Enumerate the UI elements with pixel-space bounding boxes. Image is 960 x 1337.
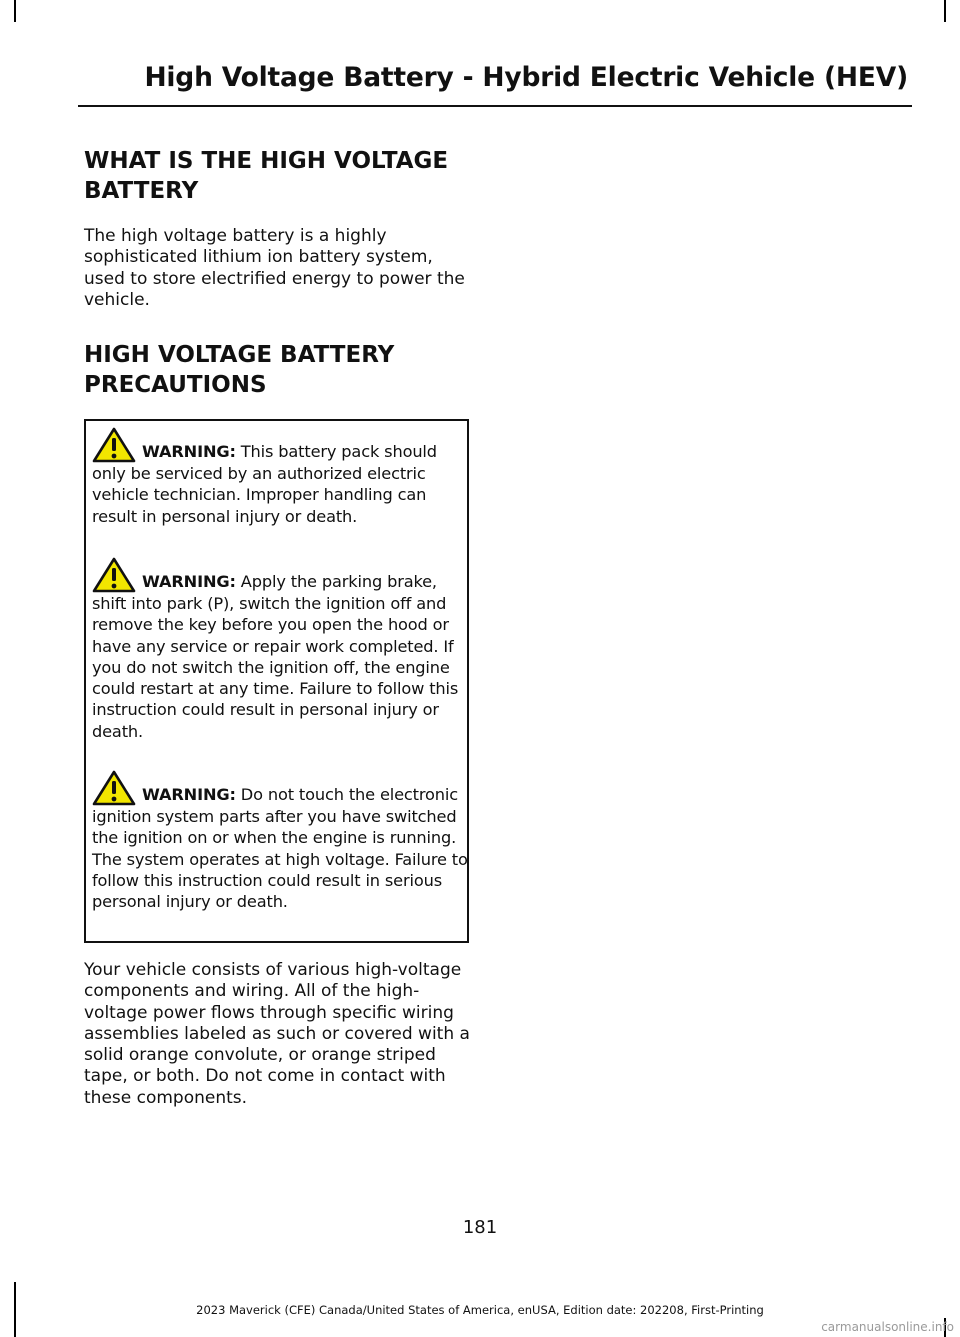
crop-mark-top-right — [944, 0, 946, 22]
heading-line: PRECAUTIONS — [84, 372, 267, 398]
page-header-title: High Voltage Battery - Hybrid Electric Vehicle (HEV) — [144, 62, 908, 93]
heading-line: BATTERY — [84, 178, 199, 204]
warning-item — [92, 427, 472, 527]
section-heading — [84, 146, 476, 206]
warning-box — [84, 419, 469, 943]
page-footer: 2023 Maverick (CFE) Canada/United States of America, enUSA, Edition date: 202208, First-Printing — [196, 1303, 764, 1317]
warning-text: Do not touch the electronic ignition system parts after you have switched the ignition on or when the engine is running. The system operates at high voltage. Failure to follow this instruction could result in serious personal injury or death. — [92, 785, 468, 912]
watermark: carmanualsonline.info — [821, 1320, 954, 1334]
warning-text: Apply the parking brake, shift into park (P), switch the ignition off and remove the key before you open the hood or have any service or repair work completed. If you do not switch the ignition off, the engine could restart at any time. Failure to follow this instruction could result in personal injury or death. — [92, 572, 459, 741]
warning-triangle-icon — [92, 770, 136, 806]
heading-line: WHAT IS THE HIGH VOLTAGE — [84, 148, 449, 174]
warning-triangle-icon — [92, 427, 136, 463]
warning-label: WARNING: — [142, 442, 236, 461]
page-number: 181 — [462, 1217, 498, 1238]
body-paragraph: Your vehicle consists of various high-voltage components and wiring. All of the high-voltage power flows through specific wiring assemblies labeled as such or covered with a solid orange convolute, or orange striped tape, or both. Do not come in contact with these components. — [84, 960, 470, 1108]
section-heading — [84, 340, 476, 400]
warning-triangle-icon — [92, 557, 136, 593]
warning-item — [92, 770, 472, 912]
body-paragraph: The high voltage battery is a highly sophisticated lithium ion battery system, used to store electrified energy to power the vehicle. — [84, 226, 465, 310]
section-body — [84, 226, 469, 311]
section-what-is-battery — [84, 146, 476, 206]
crop-mark-top-left — [14, 0, 16, 22]
heading-line: HIGH VOLTAGE BATTERY — [84, 342, 395, 368]
section-components — [84, 960, 476, 1109]
warning-label: WARNING: — [142, 572, 236, 591]
section-precautions — [84, 340, 476, 400]
header-divider — [78, 105, 912, 107]
warning-label: WARNING: — [142, 785, 236, 804]
warning-item — [92, 557, 472, 742]
warning-text: This battery pack should only be serviced by an authorized electric vehicle technician. Improper handling can result in personal injury or death. — [92, 442, 437, 526]
